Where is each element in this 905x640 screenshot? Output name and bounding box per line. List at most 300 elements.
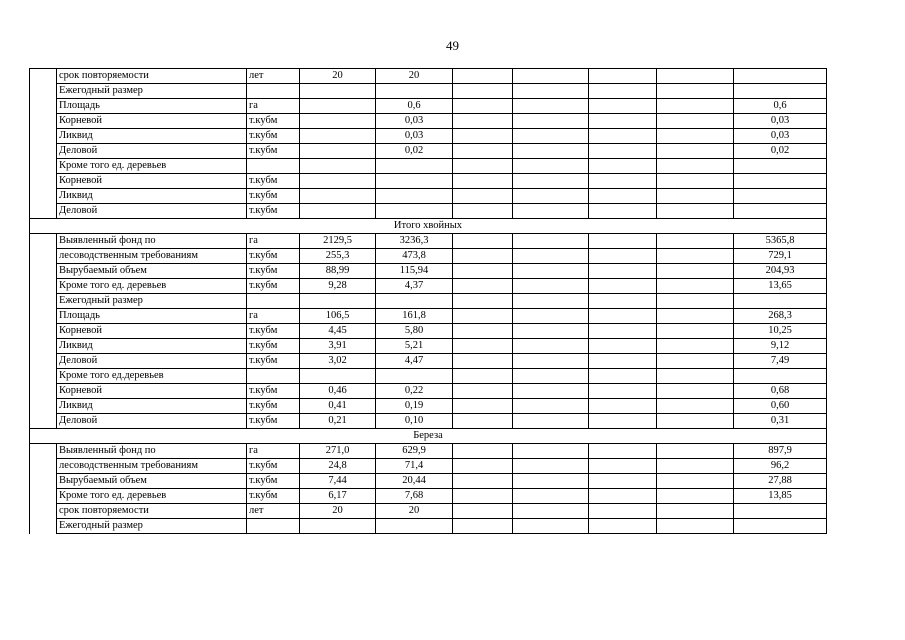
- row-value-1: 4,45: [300, 324, 376, 339]
- empty-cell: [453, 264, 513, 279]
- row-value-1: 9,28: [300, 279, 376, 294]
- empty-cell: [453, 249, 513, 264]
- empty-cell: [657, 174, 734, 189]
- row-total: 10,25: [734, 324, 827, 339]
- section-header-row: [30, 219, 827, 234]
- empty-cell: [453, 189, 513, 204]
- row-value-1: [300, 369, 376, 384]
- row-indent-cell: [30, 294, 57, 309]
- empty-cell: [589, 339, 657, 354]
- empty-cell: [513, 324, 589, 339]
- table-row: [30, 279, 827, 294]
- section-title: Итого хвойных: [30, 219, 827, 234]
- row-label: Корневой: [57, 114, 247, 129]
- row-indent-cell: [30, 324, 57, 339]
- row-indent-cell: [30, 144, 57, 159]
- row-value-1: 106,5: [300, 309, 376, 324]
- row-total: 729,1: [734, 249, 827, 264]
- empty-cell: [453, 69, 513, 84]
- empty-cell: [453, 114, 513, 129]
- empty-cell: [453, 84, 513, 99]
- row-total: 13,85: [734, 489, 827, 504]
- empty-cell: [453, 354, 513, 369]
- table-row: [30, 399, 827, 414]
- empty-cell: [453, 474, 513, 489]
- row-indent-cell: [30, 129, 57, 144]
- empty-cell: [657, 69, 734, 84]
- row-indent-cell: [30, 264, 57, 279]
- empty-cell: [589, 354, 657, 369]
- empty-cell: [657, 279, 734, 294]
- row-label: Кроме того ед. деревьев: [57, 159, 247, 174]
- empty-cell: [657, 519, 734, 534]
- empty-cell: [589, 189, 657, 204]
- empty-cell: [589, 369, 657, 384]
- row-indent-cell: [30, 414, 57, 429]
- row-unit: т.кубм: [247, 264, 300, 279]
- empty-cell: [589, 459, 657, 474]
- empty-cell: [453, 489, 513, 504]
- empty-cell: [589, 399, 657, 414]
- empty-cell: [453, 129, 513, 144]
- table-row: [30, 114, 827, 129]
- row-label: Деловой: [57, 204, 247, 219]
- row-indent-cell: [30, 114, 57, 129]
- row-label: Корневой: [57, 384, 247, 399]
- row-total: 0,6: [734, 99, 827, 114]
- page-number: 49: [446, 38, 459, 53]
- table-row: [30, 504, 827, 519]
- row-value-1: 0,41: [300, 399, 376, 414]
- empty-cell: [589, 474, 657, 489]
- row-unit: т.кубм: [247, 474, 300, 489]
- row-indent-cell: [30, 189, 57, 204]
- row-unit: [247, 369, 300, 384]
- empty-cell: [657, 99, 734, 114]
- row-label: срок повторяемости: [57, 504, 247, 519]
- empty-cell: [589, 504, 657, 519]
- row-unit: [247, 84, 300, 99]
- empty-cell: [589, 519, 657, 534]
- row-value-1: 271,0: [300, 444, 376, 459]
- row-value-2: 629,9: [376, 444, 453, 459]
- empty-cell: [657, 189, 734, 204]
- row-indent-cell: [30, 99, 57, 114]
- empty-cell: [657, 309, 734, 324]
- row-value-1: [300, 204, 376, 219]
- row-unit: т.кубм: [247, 114, 300, 129]
- row-total: [734, 84, 827, 99]
- row-value-2: 0,10: [376, 414, 453, 429]
- row-indent-cell: [30, 444, 57, 459]
- row-value-2: 161,8: [376, 309, 453, 324]
- empty-cell: [513, 399, 589, 414]
- row-indent-cell: [30, 519, 57, 534]
- row-label: Ликвид: [57, 339, 247, 354]
- empty-cell: [589, 324, 657, 339]
- empty-cell: [657, 234, 734, 249]
- empty-cell: [513, 204, 589, 219]
- empty-cell: [453, 414, 513, 429]
- empty-cell: [657, 324, 734, 339]
- row-unit: т.кубм: [247, 204, 300, 219]
- table-row: [30, 474, 827, 489]
- empty-cell: [453, 324, 513, 339]
- row-unit: т.кубм: [247, 459, 300, 474]
- empty-cell: [657, 204, 734, 219]
- empty-cell: [513, 369, 589, 384]
- empty-cell: [453, 234, 513, 249]
- row-indent-cell: [30, 159, 57, 174]
- empty-cell: [657, 144, 734, 159]
- row-unit: [247, 159, 300, 174]
- table-row: [30, 459, 827, 474]
- table-row: [30, 414, 827, 429]
- row-label: Вырубаемый объем: [57, 264, 247, 279]
- row-total: 9,12: [734, 339, 827, 354]
- row-value-2: 0,03: [376, 114, 453, 129]
- empty-cell: [589, 174, 657, 189]
- row-value-2: 0,19: [376, 399, 453, 414]
- row-unit: т.кубм: [247, 354, 300, 369]
- row-value-2: [376, 369, 453, 384]
- empty-cell: [513, 489, 589, 504]
- row-value-1: 24,8: [300, 459, 376, 474]
- table-body: [30, 69, 827, 534]
- table-row: [30, 249, 827, 264]
- empty-cell: [589, 204, 657, 219]
- row-total: [734, 189, 827, 204]
- row-value-1: [300, 519, 376, 534]
- empty-cell: [657, 339, 734, 354]
- empty-cell: [657, 294, 734, 309]
- empty-cell: [453, 519, 513, 534]
- table-row: [30, 159, 827, 174]
- row-value-2: 20: [376, 69, 453, 84]
- empty-cell: [657, 504, 734, 519]
- empty-cell: [513, 474, 589, 489]
- table-row: [30, 489, 827, 504]
- row-label: Ликвид: [57, 129, 247, 144]
- row-value-2: 5,21: [376, 339, 453, 354]
- empty-cell: [589, 384, 657, 399]
- empty-cell: [453, 399, 513, 414]
- table-row: [30, 294, 827, 309]
- row-value-2: 0,03: [376, 129, 453, 144]
- row-total: 268,3: [734, 309, 827, 324]
- row-indent-cell: [30, 354, 57, 369]
- row-indent-cell: [30, 474, 57, 489]
- empty-cell: [657, 459, 734, 474]
- empty-cell: [513, 69, 589, 84]
- row-unit: [247, 519, 300, 534]
- row-value-1: [300, 84, 376, 99]
- row-value-1: [300, 174, 376, 189]
- empty-cell: [513, 249, 589, 264]
- empty-cell: [453, 279, 513, 294]
- row-label: Ликвид: [57, 189, 247, 204]
- row-value-2: [376, 294, 453, 309]
- row-label: Вырубаемый объем: [57, 474, 247, 489]
- empty-cell: [513, 84, 589, 99]
- empty-cell: [657, 84, 734, 99]
- empty-cell: [589, 414, 657, 429]
- empty-cell: [513, 444, 589, 459]
- empty-cell: [453, 339, 513, 354]
- row-label: Деловой: [57, 144, 247, 159]
- row-total: 0,60: [734, 399, 827, 414]
- row-unit: га: [247, 444, 300, 459]
- empty-cell: [513, 159, 589, 174]
- row-label: Ликвид: [57, 399, 247, 414]
- row-total: [734, 174, 827, 189]
- row-label: Кроме того ед. деревьев: [57, 489, 247, 504]
- table-row: [30, 369, 827, 384]
- empty-cell: [513, 309, 589, 324]
- row-unit: га: [247, 309, 300, 324]
- row-label: Кроме того ед. деревьев: [57, 279, 247, 294]
- empty-cell: [453, 369, 513, 384]
- empty-cell: [589, 264, 657, 279]
- row-unit: т.кубм: [247, 384, 300, 399]
- empty-cell: [453, 144, 513, 159]
- table-row: [30, 84, 827, 99]
- empty-cell: [453, 504, 513, 519]
- row-total: 0,03: [734, 129, 827, 144]
- empty-cell: [453, 309, 513, 324]
- row-indent-cell: [30, 279, 57, 294]
- row-value-1: 7,44: [300, 474, 376, 489]
- row-value-1: [300, 144, 376, 159]
- empty-cell: [589, 159, 657, 174]
- row-value-1: 20: [300, 504, 376, 519]
- row-total: 27,88: [734, 474, 827, 489]
- empty-cell: [513, 129, 589, 144]
- row-label: Деловой: [57, 354, 247, 369]
- empty-cell: [589, 129, 657, 144]
- empty-cell: [657, 369, 734, 384]
- row-value-2: 0,6: [376, 99, 453, 114]
- row-total: [734, 204, 827, 219]
- row-indent-cell: [30, 84, 57, 99]
- row-unit: т.кубм: [247, 489, 300, 504]
- row-value-1: [300, 159, 376, 174]
- empty-cell: [513, 174, 589, 189]
- forest-fund-table: [29, 68, 827, 534]
- row-total: 96,2: [734, 459, 827, 474]
- empty-cell: [589, 279, 657, 294]
- table-row: [30, 234, 827, 249]
- row-value-1: [300, 99, 376, 114]
- row-unit: т.кубм: [247, 144, 300, 159]
- row-unit: т.кубм: [247, 414, 300, 429]
- row-total: 7,49: [734, 354, 827, 369]
- empty-cell: [657, 354, 734, 369]
- row-label: Выявленный фонд по: [57, 444, 247, 459]
- row-value-2: 4,47: [376, 354, 453, 369]
- row-indent-cell: [30, 69, 57, 84]
- section-header-row: [30, 429, 827, 444]
- row-total: [734, 294, 827, 309]
- row-label: Выявленный фонд по: [57, 234, 247, 249]
- row-label: Корневой: [57, 174, 247, 189]
- row-indent-cell: [30, 249, 57, 264]
- row-indent-cell: [30, 234, 57, 249]
- row-value-2: [376, 519, 453, 534]
- empty-cell: [657, 474, 734, 489]
- row-value-2: 4,37: [376, 279, 453, 294]
- table-row: [30, 339, 827, 354]
- row-indent-cell: [30, 204, 57, 219]
- empty-cell: [589, 69, 657, 84]
- table-row: [30, 99, 827, 114]
- empty-cell: [657, 384, 734, 399]
- table-row: [30, 69, 827, 84]
- row-total: [734, 369, 827, 384]
- empty-cell: [513, 459, 589, 474]
- empty-cell: [657, 129, 734, 144]
- row-unit: т.кубм: [247, 279, 300, 294]
- row-value-1: [300, 129, 376, 144]
- empty-cell: [657, 414, 734, 429]
- empty-cell: [657, 444, 734, 459]
- table-row: [30, 174, 827, 189]
- table-row: [30, 324, 827, 339]
- empty-cell: [513, 114, 589, 129]
- empty-cell: [589, 99, 657, 114]
- row-value-2: 473,8: [376, 249, 453, 264]
- empty-cell: [453, 99, 513, 114]
- table-row: [30, 129, 827, 144]
- empty-cell: [513, 144, 589, 159]
- row-value-2: 0,02: [376, 144, 453, 159]
- empty-cell: [657, 249, 734, 264]
- row-value-2: 0,22: [376, 384, 453, 399]
- empty-cell: [453, 459, 513, 474]
- row-indent-cell: [30, 309, 57, 324]
- empty-cell: [453, 174, 513, 189]
- row-value-2: [376, 204, 453, 219]
- empty-cell: [657, 489, 734, 504]
- table-row: [30, 444, 827, 459]
- empty-cell: [513, 384, 589, 399]
- empty-cell: [589, 249, 657, 264]
- row-indent-cell: [30, 339, 57, 354]
- empty-cell: [513, 279, 589, 294]
- empty-cell: [589, 294, 657, 309]
- empty-cell: [513, 354, 589, 369]
- row-label: Ежегодный размер: [57, 519, 247, 534]
- row-value-1: [300, 114, 376, 129]
- row-indent-cell: [30, 174, 57, 189]
- empty-cell: [589, 114, 657, 129]
- row-value-1: [300, 294, 376, 309]
- row-value-1: [300, 189, 376, 204]
- table-row: [30, 309, 827, 324]
- row-unit: [247, 294, 300, 309]
- row-label: Корневой: [57, 324, 247, 339]
- row-value-1: 255,3: [300, 249, 376, 264]
- row-total: 0,02: [734, 144, 827, 159]
- empty-cell: [513, 339, 589, 354]
- empty-cell: [453, 159, 513, 174]
- row-total: 0,03: [734, 114, 827, 129]
- row-value-2: 3236,3: [376, 234, 453, 249]
- row-unit: т.кубм: [247, 324, 300, 339]
- row-label: Площадь: [57, 99, 247, 114]
- row-value-1: 20: [300, 69, 376, 84]
- empty-cell: [589, 309, 657, 324]
- row-value-2: 5,80: [376, 324, 453, 339]
- table-row: [30, 144, 827, 159]
- row-value-1: 2129,5: [300, 234, 376, 249]
- row-unit: т.кубм: [247, 129, 300, 144]
- row-total: 897,9: [734, 444, 827, 459]
- table-row: [30, 204, 827, 219]
- row-total: 0,31: [734, 414, 827, 429]
- row-value-2: [376, 174, 453, 189]
- row-label: Ежегодный размер: [57, 294, 247, 309]
- row-unit: га: [247, 234, 300, 249]
- row-indent-cell: [30, 399, 57, 414]
- row-indent-cell: [30, 384, 57, 399]
- empty-cell: [589, 234, 657, 249]
- section-title: Береза: [30, 429, 827, 444]
- empty-cell: [589, 144, 657, 159]
- row-unit: т.кубм: [247, 189, 300, 204]
- empty-cell: [589, 489, 657, 504]
- row-unit: лет: [247, 504, 300, 519]
- row-total: 13,65: [734, 279, 827, 294]
- empty-cell: [513, 234, 589, 249]
- row-value-2: 115,94: [376, 264, 453, 279]
- row-total: [734, 504, 827, 519]
- row-value-2: 20: [376, 504, 453, 519]
- row-label: Кроме того ед.деревьев: [57, 369, 247, 384]
- row-label: Деловой: [57, 414, 247, 429]
- empty-cell: [453, 294, 513, 309]
- row-unit: га: [247, 99, 300, 114]
- row-label: лесоводственным требованиям: [57, 459, 247, 474]
- empty-cell: [513, 414, 589, 429]
- empty-cell: [453, 204, 513, 219]
- row-total: 0,68: [734, 384, 827, 399]
- row-value-2: [376, 159, 453, 174]
- row-unit: т.кубм: [247, 339, 300, 354]
- empty-cell: [513, 504, 589, 519]
- row-value-1: 88,99: [300, 264, 376, 279]
- row-value-2: 20,44: [376, 474, 453, 489]
- row-indent-cell: [30, 504, 57, 519]
- row-unit: т.кубм: [247, 174, 300, 189]
- row-unit: т.кубм: [247, 249, 300, 264]
- empty-cell: [453, 384, 513, 399]
- row-label: лесоводственным требованиям: [57, 249, 247, 264]
- empty-cell: [657, 159, 734, 174]
- empty-cell: [657, 264, 734, 279]
- row-indent-cell: [30, 459, 57, 474]
- row-value-2: 71,4: [376, 459, 453, 474]
- row-value-2: [376, 189, 453, 204]
- row-value-2: [376, 84, 453, 99]
- row-unit: т.кубм: [247, 399, 300, 414]
- row-value-1: 6,17: [300, 489, 376, 504]
- row-total: [734, 159, 827, 174]
- empty-cell: [513, 264, 589, 279]
- table-row: [30, 354, 827, 369]
- row-total: 204,93: [734, 264, 827, 279]
- row-total: 5365,8: [734, 234, 827, 249]
